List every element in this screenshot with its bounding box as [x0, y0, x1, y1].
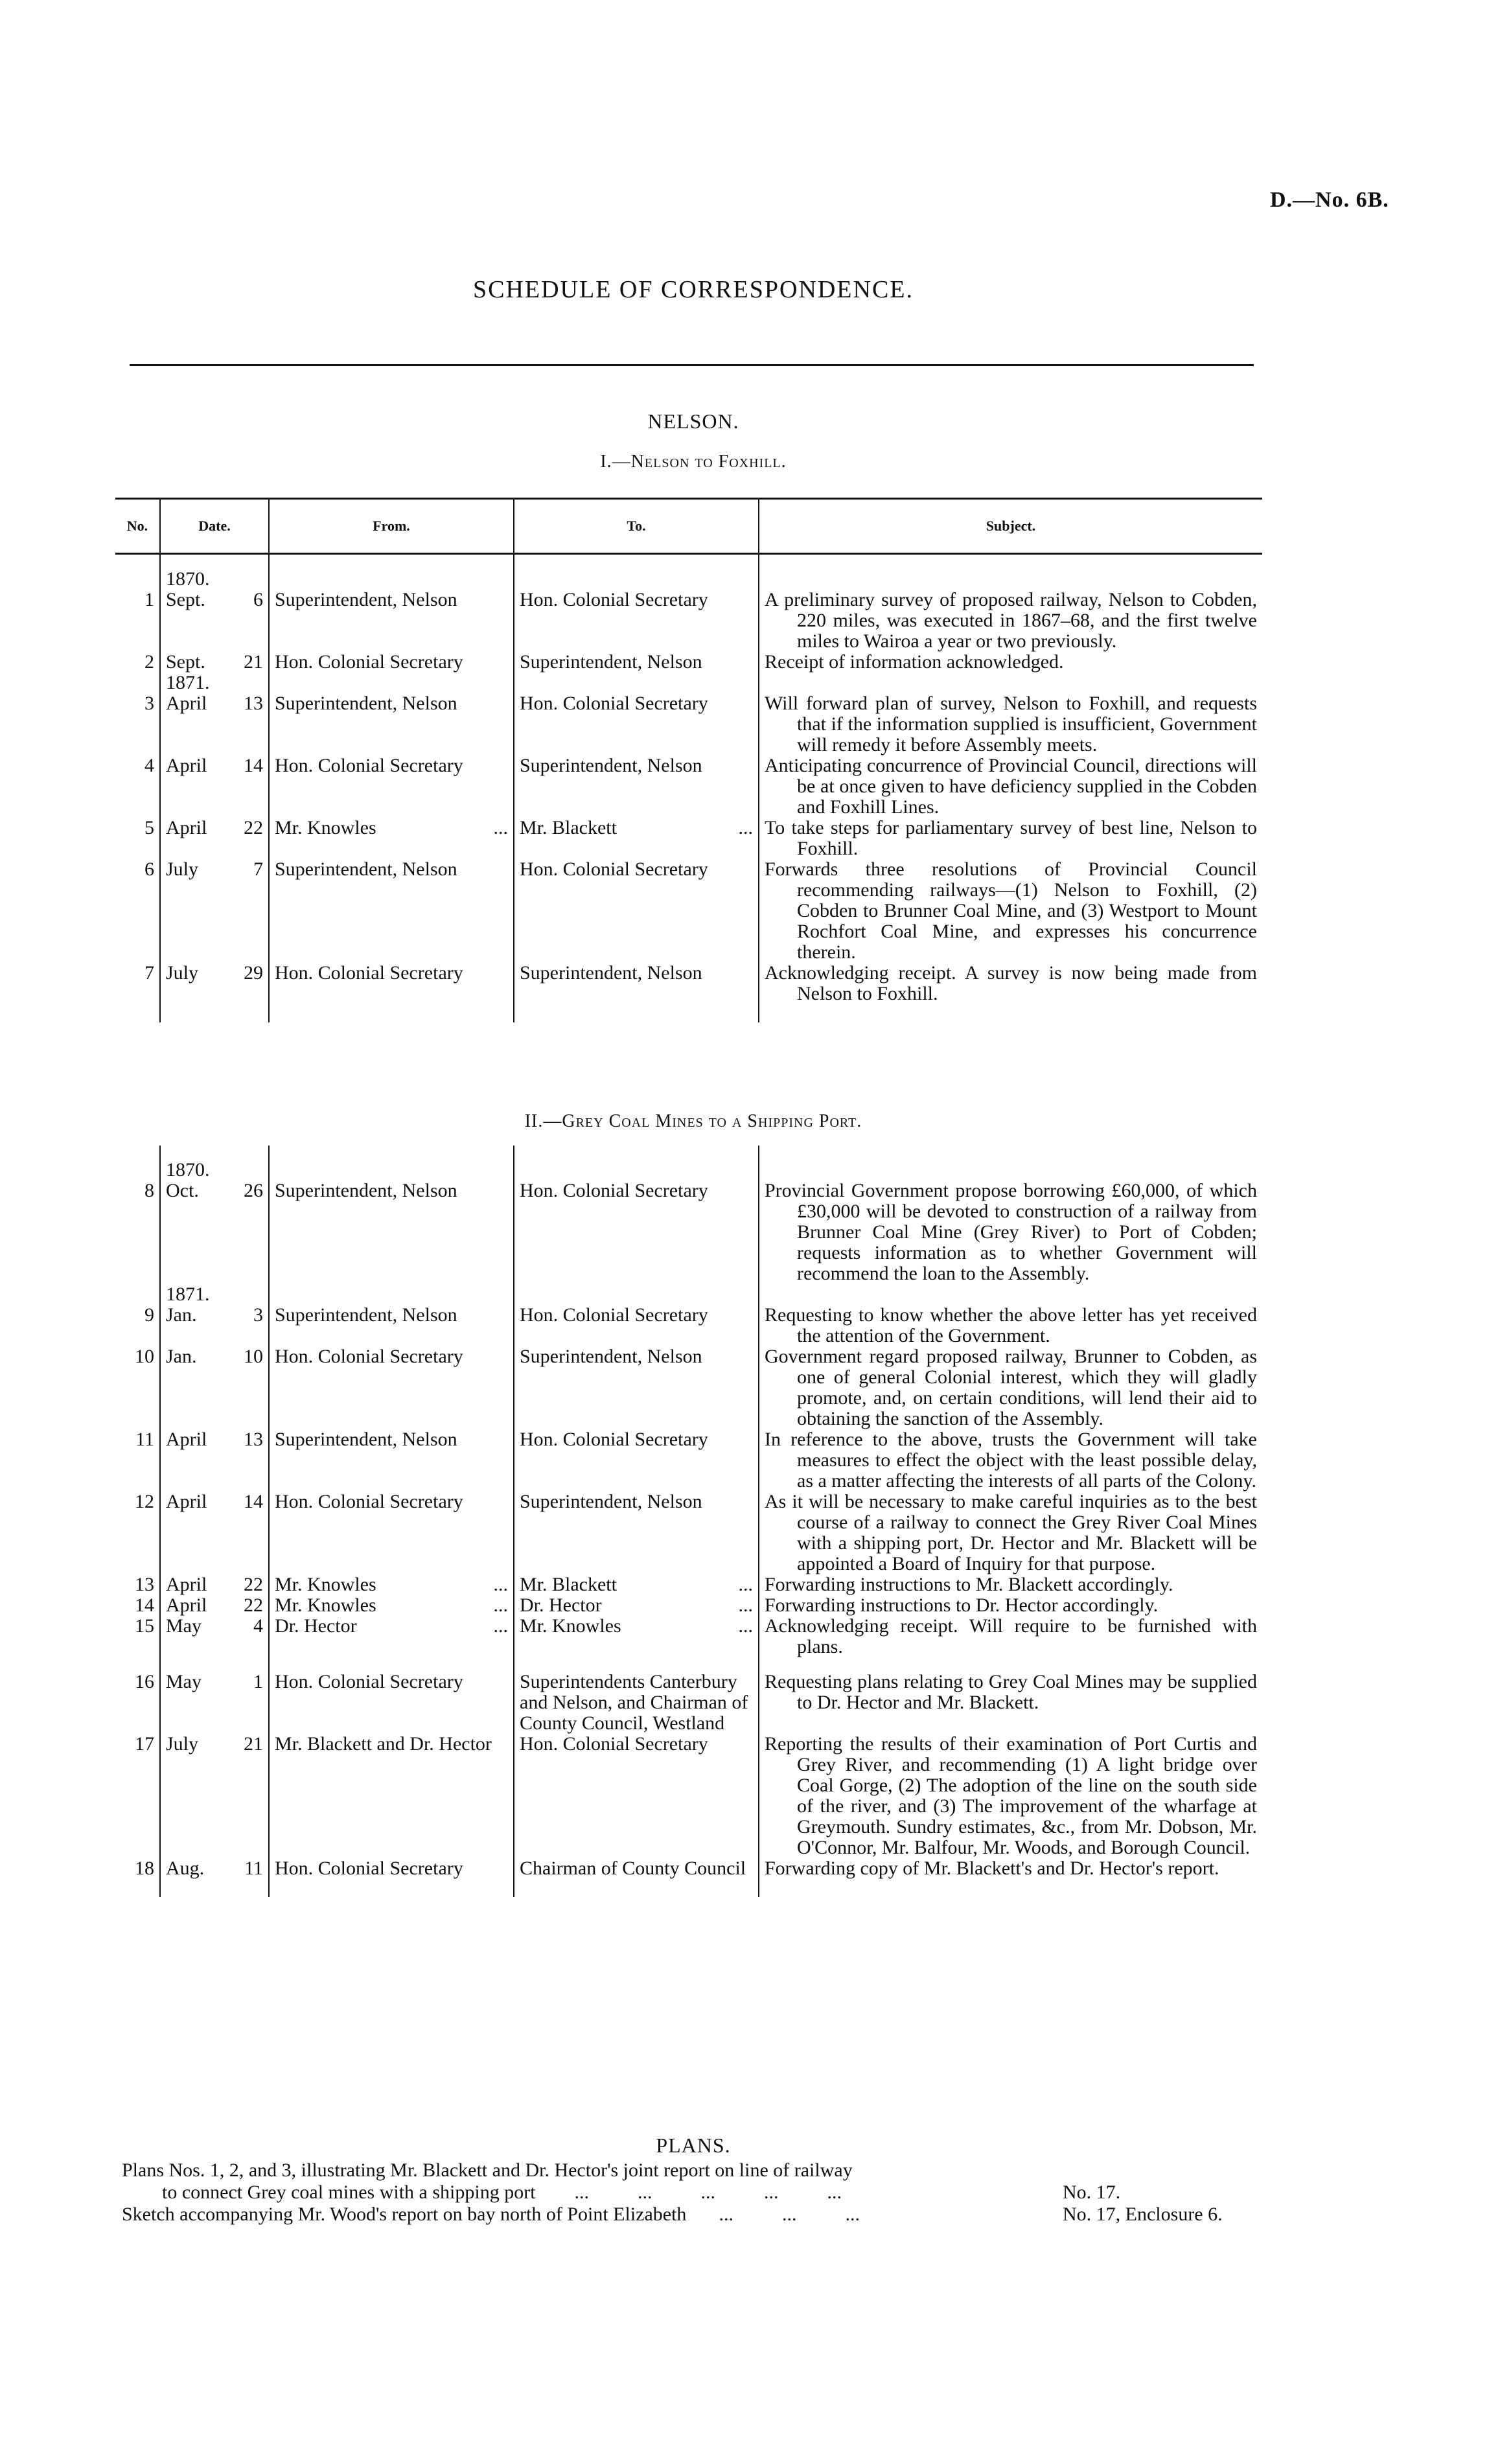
- row-month: May: [166, 1615, 202, 1637]
- row-month: July: [166, 962, 199, 984]
- row-month: April: [166, 1429, 207, 1450]
- row-to: Mr. Blackett: [520, 1574, 617, 1595]
- row-no: 18: [135, 1858, 154, 1879]
- table-row: [115, 1305, 1262, 1346]
- row-from: Dr. Hector: [275, 1615, 357, 1637]
- row-from: Hon. Colonial Secretary: [269, 652, 514, 673]
- leader-dots: ...: [738, 817, 753, 838]
- row-from: Superintendent, Nelson: [269, 1429, 514, 1491]
- row-subject: A preliminary survey of proposed railway, Nelson to Cobden, 220 miles, was executed in 1867–68, and the first twelve miles to Wairoa a year or two previously.: [765, 589, 1257, 652]
- row-month: April: [166, 693, 207, 714]
- plan-item-1-text: to connect Grey coal mines with a shipping port: [162, 2182, 536, 2203]
- row-day: 7: [253, 858, 263, 880]
- row-day: 29: [244, 962, 263, 984]
- row-no: 5: [144, 817, 154, 838]
- leader-dots: ...: [493, 1615, 508, 1637]
- table-row: [115, 1616, 1262, 1657]
- row-to: Mr. Knowles: [520, 1615, 621, 1637]
- row-from: Mr. Blackett and Dr. Hector: [269, 1734, 514, 1858]
- table-row: [115, 1595, 1262, 1616]
- row-from: Hon. Colonial Secretary: [269, 963, 514, 1022]
- row-from: Hon. Colonial Secretary: [269, 1491, 514, 1574]
- row-to: Superintendent, Nelson: [514, 1491, 759, 1574]
- leader-dots: ...: [738, 1595, 753, 1616]
- year-row: [115, 673, 1262, 693]
- row-from: Hon. Colonial Secretary: [269, 1858, 514, 1897]
- row-no: 13: [135, 1574, 154, 1595]
- row-day: 6: [253, 589, 263, 610]
- row-to: Hon. Colonial Secretary: [514, 1734, 759, 1858]
- row-no: 12: [135, 1491, 154, 1512]
- row-subject: Will forward plan of survey, Nelson to Foxhill, and requests that if the information supplied is insufficient, Government will remedy it before Assembly meets.: [765, 693, 1257, 755]
- row-to: Hon. Colonial Secretary: [514, 1429, 759, 1491]
- col-header-subject: Subject.: [759, 499, 1262, 554]
- year-row: [115, 569, 1262, 590]
- row-month: April: [166, 1595, 207, 1616]
- document-title: SCHEDULE OF CORRESPONDENCE.: [472, 276, 914, 303]
- row-subject: Provincial Government propose borrowing £60,000, of which £30,000 will be devoted to construction of a railway from Brunner Coal Mine (Grey River) to Port of Cobden; requests information as to whether Government will recommend the loan to the Assembly.: [765, 1180, 1257, 1284]
- row-no: 15: [135, 1615, 154, 1637]
- table-row: [115, 693, 1262, 755]
- plan-item-2-text: Sketch accompanying Mr. Wood's report on bay north of Point Elizabeth: [122, 2204, 687, 2225]
- row-day: 26: [244, 1180, 263, 1201]
- table-row: [115, 1491, 1262, 1574]
- table-row: [115, 652, 1262, 673]
- row-from: Hon. Colonial Secretary: [269, 1346, 514, 1429]
- row-day: 13: [244, 1429, 263, 1450]
- row-no: 17: [135, 1733, 154, 1755]
- row-from: Superintendent, Nelson: [269, 1180, 514, 1284]
- row-to: Dr. Hector: [520, 1595, 602, 1616]
- row-no: 10: [135, 1346, 154, 1367]
- row-subject: Forwarding copy of Mr. Blackett's and Dr. Hector's report.: [765, 1858, 1219, 1879]
- plan-item-2-ref: No. 17, Enclosure 6.: [1063, 2204, 1223, 2225]
- leader-dots: ...: [493, 1574, 508, 1595]
- row-day: 1: [253, 1671, 263, 1692]
- row-no: 3: [144, 693, 154, 714]
- row-from: Superintendent, Nelson: [269, 693, 514, 755]
- row-day: 14: [244, 755, 263, 776]
- row-subject: Anticipating concurrence of Provincial Council, directions will be at once given to have deficiency supplied in the Cobden and Foxhill Lines.: [765, 755, 1257, 818]
- row-month: Sept.: [166, 589, 205, 610]
- year-label: 1870.: [160, 1160, 269, 1180]
- row-month: April: [166, 755, 207, 776]
- row-no: 16: [135, 1671, 154, 1692]
- row-subject: As it will be necessary to make careful inquiries as to the best course of a railway to connect the Grey River Coal Mines with a shipping port, Dr. Hector and Mr. Blackett will be appointed a Board of Inquiry for that purpose.: [765, 1491, 1257, 1574]
- row-subject: Forwards three resolutions of Provincial Council recommending railways—(1) Nelson to Foxhill, (2) Cobden to Brunner Coal Mine, and (3) Westport to Mount Rochfort Coal Mine, and expresses his concurrence therein.: [765, 858, 1257, 963]
- row-day: 10: [244, 1346, 263, 1367]
- table-row: [115, 1734, 1262, 1858]
- section-2-title: II.—Grey Coal Mines to a Shipping Port.: [524, 1111, 862, 1131]
- row-day: 14: [244, 1491, 263, 1512]
- leader-dots: ...: [738, 1574, 753, 1595]
- row-subject: In reference to the above, trusts the Government will take measures to effect the object with the least possible delay, as a matter affecting the interests of all parts of the Colony.: [765, 1429, 1257, 1491]
- row-to: Hon. Colonial Secretary: [514, 859, 759, 963]
- correspondence-table-1: [115, 498, 1262, 1022]
- table-row: [115, 1429, 1262, 1491]
- year-label: 1871.: [160, 673, 269, 693]
- col-header-no: No.: [126, 518, 148, 534]
- page-reference: D.—No. 6B.: [1270, 188, 1389, 212]
- row-subject: Forwarding instructions to Dr. Hector accordingly.: [765, 1595, 1159, 1616]
- row-month: Sept.: [166, 651, 205, 673]
- row-day: 4: [253, 1615, 263, 1637]
- col-header-to: To.: [514, 499, 759, 554]
- row-month: July: [166, 858, 199, 880]
- row-subject: Requesting plans relating to Grey Coal Mines may be supplied to Dr. Hector and Mr. Blackett.: [765, 1671, 1257, 1713]
- table-row: [115, 818, 1262, 859]
- row-day: 22: [244, 1574, 263, 1595]
- leader-dots: ... ... ... ... ...: [574, 2182, 842, 2203]
- table-row: [115, 1346, 1262, 1429]
- row-no: 8: [144, 1180, 154, 1201]
- table-row: [115, 1574, 1262, 1595]
- row-month: April: [166, 817, 207, 838]
- row-to: Hon. Colonial Secretary: [514, 590, 759, 652]
- row-day: 21: [244, 1733, 263, 1755]
- row-day: 3: [253, 1304, 263, 1326]
- row-day: 22: [244, 817, 263, 838]
- table-row: [115, 1858, 1262, 1897]
- row-no: 4: [144, 755, 154, 776]
- row-to: Superintendents Canterbury and Nelson, and Chairman of County Council, Westland: [514, 1672, 759, 1734]
- leader-dots: ...: [493, 817, 508, 838]
- row-to: Chairman of County Council: [514, 1858, 759, 1897]
- year-label: 1870.: [160, 569, 269, 590]
- leader-dots: ...: [738, 1615, 753, 1637]
- col-header-date: Date.: [160, 499, 269, 554]
- row-from: Superintendent, Nelson: [269, 1305, 514, 1346]
- row-subject: Receipt of information acknowledged.: [765, 651, 1064, 673]
- row-no: 6: [144, 858, 154, 880]
- year-row: [115, 1160, 1262, 1180]
- row-month: Jan.: [166, 1304, 197, 1326]
- row-month: Oct.: [166, 1180, 199, 1201]
- section-1-title: I.—Nelson to Foxhill.: [600, 452, 787, 472]
- row-subject: Acknowledging receipt. A survey is now being made from Nelson to Foxhill.: [765, 962, 1257, 1004]
- row-to: Hon. Colonial Secretary: [514, 693, 759, 755]
- row-subject: Acknowledging receipt. Will require to be furnished with plans.: [765, 1615, 1257, 1657]
- year-row: [115, 1284, 1262, 1305]
- region-heading: NELSON.: [647, 409, 739, 433]
- row-month: April: [166, 1574, 207, 1595]
- row-from: Hon. Colonial Secretary: [269, 755, 514, 818]
- row-no: 11: [135, 1429, 154, 1450]
- table-row: [115, 1180, 1262, 1284]
- title-rule: [130, 364, 1254, 366]
- row-subject: Requesting to know whether the above letter has yet received the attention of the Government.: [765, 1304, 1257, 1346]
- row-from: Mr. Knowles: [275, 1595, 376, 1616]
- row-no: 1: [144, 589, 154, 610]
- row-from: Hon. Colonial Secretary: [269, 1672, 514, 1734]
- table-row: [115, 590, 1262, 652]
- row-no: 7: [144, 962, 154, 984]
- row-no: 9: [144, 1304, 154, 1326]
- row-no: 14: [135, 1595, 154, 1616]
- row-subject: To take steps for parliamentary survey of best line, Nelson to Foxhill.: [765, 817, 1257, 859]
- row-day: 22: [244, 1595, 263, 1616]
- row-to: Hon. Colonial Secretary: [514, 1305, 759, 1346]
- row-from: Superintendent, Nelson: [269, 590, 514, 652]
- row-no: 2: [144, 651, 154, 673]
- row-from: Superintendent, Nelson: [269, 859, 514, 963]
- row-subject: Forwarding instructions to Mr. Blackett accordingly.: [765, 1574, 1173, 1595]
- leader-dots: ...: [493, 1595, 508, 1616]
- row-month: April: [166, 1491, 207, 1512]
- col-header-from: From.: [269, 499, 514, 554]
- row-day: 21: [244, 651, 263, 673]
- row-to: Superintendent, Nelson: [514, 652, 759, 673]
- plan-item-1-line1: Plans Nos. 1, 2, and 3, illustrating Mr. Blackett and Dr. Hector's joint report on line of railway: [122, 2159, 853, 2181]
- row-day: 13: [244, 693, 263, 714]
- correspondence-table-2: [115, 1146, 1262, 1897]
- year-label: 1871.: [160, 1284, 269, 1305]
- row-to: Superintendent, Nelson: [514, 963, 759, 1022]
- row-to: Superintendent, Nelson: [514, 755, 759, 818]
- table-row: [115, 1672, 1262, 1734]
- row-to: Hon. Colonial Secretary: [514, 1180, 759, 1284]
- row-month: Jan.: [166, 1346, 197, 1367]
- row-day: 11: [244, 1858, 263, 1879]
- table-row: [115, 859, 1262, 963]
- leader-dots: ... ... ...: [719, 2204, 860, 2225]
- plan-item-1-ref: No. 17.: [1063, 2182, 1121, 2203]
- table-row: [115, 963, 1262, 1022]
- plans-heading: PLANS.: [656, 2134, 731, 2157]
- row-month: Aug.: [166, 1858, 205, 1879]
- row-from: Mr. Knowles: [275, 817, 376, 838]
- row-to: Mr. Blackett: [520, 817, 617, 838]
- row-month: May: [166, 1671, 202, 1692]
- row-to: Superintendent, Nelson: [514, 1346, 759, 1429]
- table-header: [115, 499, 1262, 554]
- table-row: [115, 755, 1262, 818]
- row-subject: Reporting the results of their examination of Port Curtis and Grey River, and recommending (1) A light bridge over Coal Gorge, (2) The adoption of the line on the south side of the river, and (3) The improvement of the wharfage at Greymouth. Sundry estimates, &c., from Mr. Dobson, Mr. O'Connor, Mr. Balfour, Mr. Woods, and Borough Council.: [765, 1733, 1257, 1858]
- row-from: Mr. Knowles: [275, 1574, 376, 1595]
- row-subject: Government regard proposed railway, Brunner to Cobden, as one of general Colonial interest, which they will gladly promote, and, on certain conditions, will lend their aid to obtaining the sanction of the Assembly.: [765, 1346, 1257, 1429]
- row-month: July: [166, 1733, 199, 1755]
